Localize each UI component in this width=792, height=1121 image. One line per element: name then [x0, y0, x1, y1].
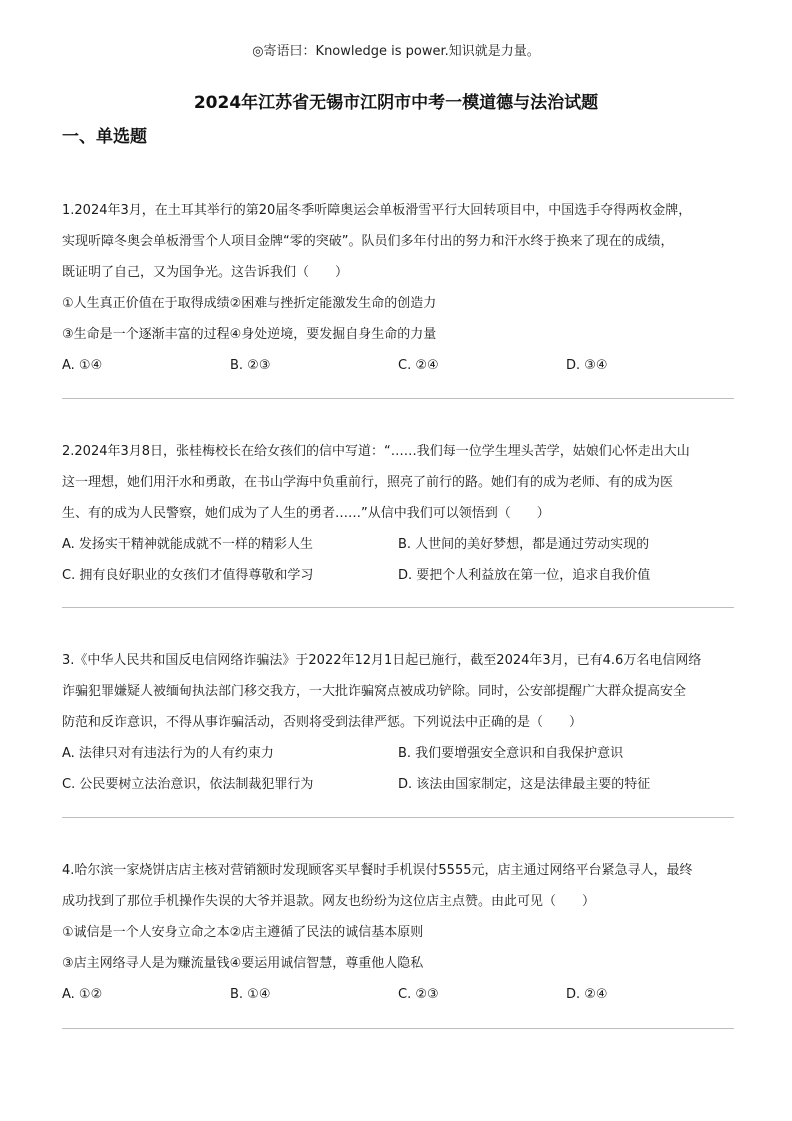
option-d[interactable]: D. ②④ — [566, 987, 608, 1002]
question-1-line-2: 实现听障冬奥会单板滑雪个人项目金牌“零的突破”。队员们多年付出的努力和汗水终于换来了现在的成绩， — [62, 234, 674, 249]
option-b[interactable]: B. ②③ — [230, 358, 271, 373]
divider — [62, 607, 734, 608]
question-3 — [62, 645, 734, 800]
option-b[interactable]: B. 我们要增强安全意识和自我保护意识 — [398, 746, 624, 761]
page-title: 2024年江苏省无锡市江阴市中考一模道德与法治试题 — [193, 93, 599, 113]
question-2-options-row-2 — [62, 560, 734, 591]
question-4-line-3: ①诚信是一个人安身立命之本②店主遵循了民法的诚信基本原则 — [62, 925, 424, 940]
motto-header: ◎寄语曰：Knowledge is power.知识就是力量。 — [252, 44, 540, 59]
option-d[interactable]: D. 该法由国家制定，这是法律最主要的特征 — [398, 777, 651, 792]
question-1 — [62, 195, 734, 381]
question-3-options-row-2 — [62, 769, 734, 800]
option-d[interactable]: D. ③④ — [566, 358, 608, 373]
option-c[interactable]: C. ②③ — [398, 987, 439, 1002]
question-2-line-3: 生、有的成为人民警察，她们成为了人生的勇者……”从信中我们可以领悟到（ ） — [62, 506, 550, 521]
question-1-options — [62, 350, 734, 381]
option-c[interactable]: C. 拥有良好职业的女孩们才值得尊敬和学习 — [62, 568, 314, 583]
question-2-line-2: 这一理想，她们用汗水和勇敢，在书山学海中负重前行，照亮了前行的路。她们有的成为老师、有的成为医 — [62, 475, 674, 490]
option-c[interactable]: C. 公民要树立法治意识，依法制裁犯罪行为 — [62, 777, 314, 792]
divider — [62, 817, 734, 818]
question-1-line-3: 既证明了自己，又为国争光。这告诉我们（ ） — [62, 265, 349, 280]
question-2-line-1: 2.2024年3月8日，张桂梅校长在给女孩们的信中写道：“……我们每一位学生埋头苦学，姑娘们心怀走出大山 — [62, 444, 690, 459]
section-heading: 一、单选题 — [62, 127, 147, 147]
option-a[interactable]: A. ①② — [62, 987, 103, 1002]
question-3-options-row-1 — [62, 738, 734, 769]
question-3-line-1: 3.《中华人民共和国反电信网络诈骗法》于2022年12月1日起已施行，截至2024年3月，已有4.6万名电信网络 — [62, 653, 702, 668]
divider — [62, 1028, 734, 1029]
question-4-line-2: 成功找到了那位手机操作失误的大爷并退款。网友也纷纷为这位店主点赞。由此可见（ ） — [62, 894, 596, 909]
question-2-options-row-1 — [62, 529, 734, 560]
question-3-line-2: 诈骗犯罪嫌疑人被缅甸执法部门移交我方，一大批诈骗窝点被成功铲除。同时，公安部提醒广大群众提高安全 — [62, 684, 687, 699]
question-1-line-5: ③生命是一个逐渐丰富的过程④身处逆境，要发掘自身生命的力量 — [62, 327, 437, 342]
question-3-line-3: 防范和反诈意识，不得从事诈骗活动，否则将受到法律严惩。下列说法中正确的是（ ） — [62, 715, 583, 730]
question-4-line-1: 4.哈尔滨一家烧饼店店主核对营销额时发现顾客买早餐时手机误付5555元，店主通过网络平台紧急寻人，最终 — [62, 863, 693, 878]
question-2 — [62, 436, 734, 591]
option-d[interactable]: D. 要把个人利益放在第一位，追求自我价值 — [398, 568, 651, 583]
divider — [62, 398, 734, 399]
option-a[interactable]: A. 发扬实干精神就能成就不一样的精彩人生 — [62, 537, 313, 552]
option-a[interactable]: A. ①④ — [62, 358, 103, 373]
question-4-options — [62, 979, 734, 1010]
option-c[interactable]: C. ②④ — [398, 358, 439, 373]
option-b[interactable]: B. ①④ — [230, 987, 271, 1002]
question-1-line-1: 1.2024年3月，在土耳其举行的第20届冬季听障奥运会单板滑雪平行大回转项目中，中国选手夺得两枚金牌， — [62, 203, 692, 218]
question-4 — [62, 855, 734, 1010]
question-1-line-4: ①人生真正价值在于取得成绩②困难与挫折定能激发生命的创造力 — [62, 296, 437, 311]
option-b[interactable]: B. 人世间的美好梦想，都是通过劳动实现的 — [398, 537, 650, 552]
question-4-line-4: ③店主网络寻人是为赚流量钱④要运用诚信智慧，尊重他人隐私 — [62, 956, 424, 971]
option-a[interactable]: A. 法律只对有违法行为的人有约束力 — [62, 746, 274, 761]
